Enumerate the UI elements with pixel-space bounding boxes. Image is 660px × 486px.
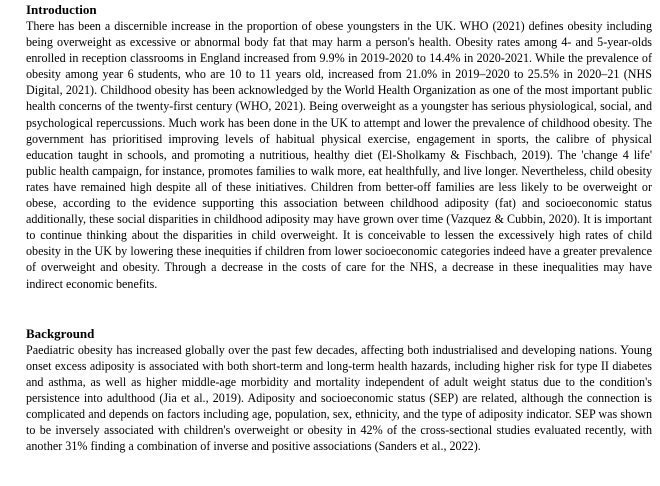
document-page [26, 2, 652, 454]
background-section [26, 326, 652, 455]
introduction-section [26, 2, 652, 292]
background-heading: Background [26, 325, 95, 341]
introduction-heading: Introduction [26, 2, 97, 17]
section-spacer [26, 292, 652, 326]
background-paragraph: Paediatric obesity has increased globally over the past few decades, affecting both industrialised and developing nations. Young onset excess adiposity is associated with both short-term and long-term health hazards, including higher risk for type II diabetes and asthma, as well as higher middle-age morbidity and mortality independent of adult weight status due to the condition's persistence into adulthood (Jia et al., 2019). Adiposity and socioeconomic status (SEP) are related, although the connection is complicated and depends on factors including age, population, sex, ethnicity, and the type of adiposity indicator. SEP was shown to be inversely associated with children's overweight or obesity in 42% of the cross-sectional studies evaluated recently, with another 31% finding a combination of inverse and positive associations (Sanders et al., 2022). [26, 342, 652, 454]
introduction-paragraph: There has been a discernible increase in the proportion of obese youngsters in the UK. WHO (2021) defines obesity including being overweight as excessive or abnormal body fat that may harm a person's health. Obesity rates among 4- and 5-year-olds enrolled in reception classrooms in England increased from 9.9% in 2019-2020 to 14.4% in 2020-2021. While the prevalence of obesity among year 6 students, who are 10 to 11 years old, increased from 21.0% in 2019–2020 to 25.5% in 2020–21 (NHS Digital, 2021). Childhood obesity has been acknowledged by the World Health Organization as one of the most important public health concerns of the twenty-first century (WHO, 2021). Being overweight as a youngster has serious physiological, social, and psychological repercussions. Much work has been done in the UK to attempt and lower the prevalence of childhood obesity. The government has prioritised improving levels of habitual physical exercise, engagement in sports, the calibre of physical education taught in schools, and promoting a nutritious, healthy diet (El-Sholkamy & Fischbach, 2019). The 'change 4 life' public health campaign, for instance, promotes families to walk more, eat healthfully, and live longer. Nevertheless, child obesity rates have remained high despite all of these initiatives. Children from better-off families are less likely to be overweight or obese, according to the evidence supporting this association between childhood adiposity (fat) and socioeconomic status additionally, these social disparities in childhood adiposity may have grown over time (Vazquez & Cubbin, 2020). It is important to continue thinking about the disparities in child overweight. It is conceivable to lessen the excessively high rates of child obesity in the UK by lowering these inequities if children from lower socioeconomic categories indeed have a greater prevalence of overweight and obesity. Through a decrease in the costs of care for the NHS, a decrease in these inequalities may have indirect economic benefits. [26, 19, 652, 291]
